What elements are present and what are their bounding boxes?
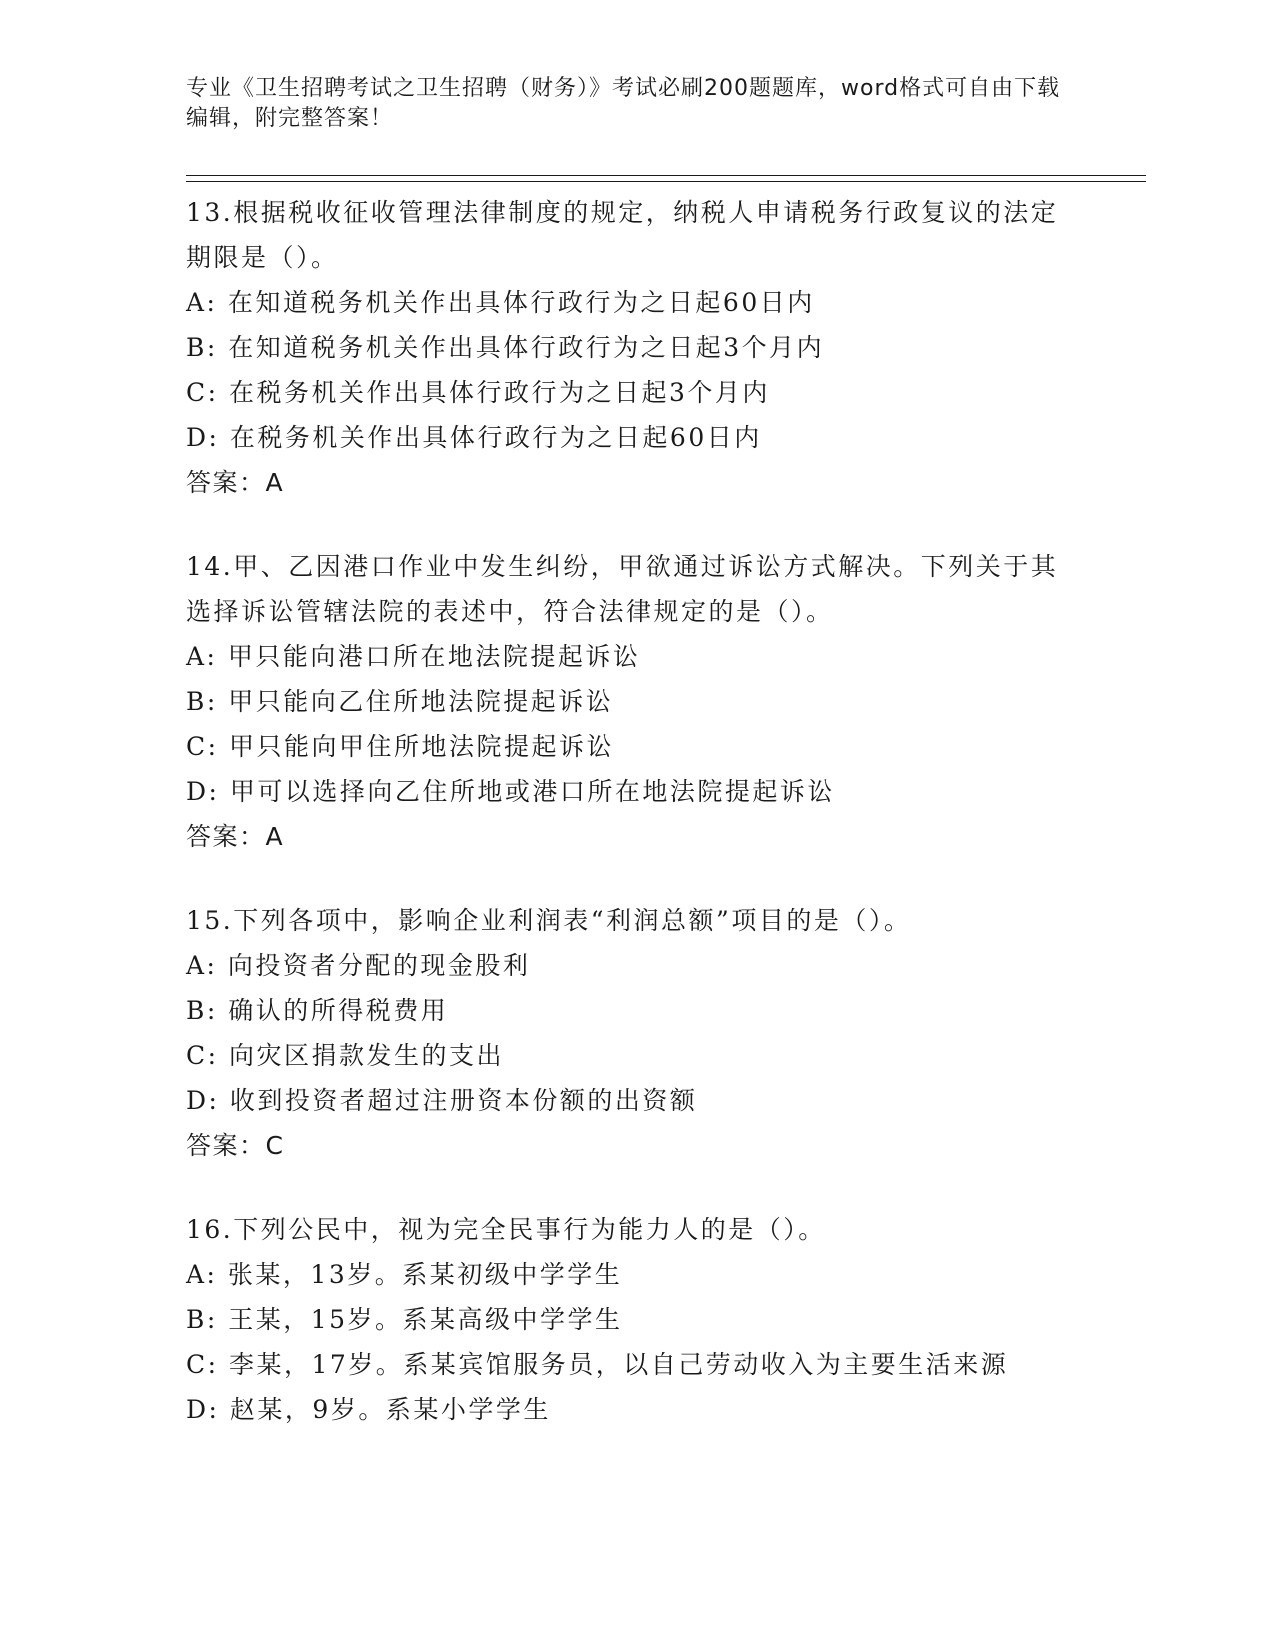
- answer-line: 答案：A: [186, 822, 285, 851]
- question-13: [186, 190, 1086, 505]
- question-stem: 16.下列公民中，视为完全民事行为能力人的是（）。: [186, 1215, 826, 1244]
- option-d: D: 在税务机关作出具体行政行为之日起60日内: [186, 423, 762, 452]
- option-b: B: 王某，15岁。系某高级中学学生: [186, 1305, 623, 1334]
- question-list: [186, 190, 1086, 1471]
- document-header: 专业《卫生招聘考试之卫生招聘（财务）》考试必刷200题题库，word格式可自由下载编辑，附完整答案！: [186, 76, 1061, 131]
- answer-line: 答案：C: [186, 1131, 285, 1160]
- question-stem: 13.根据税收征收管理法律制度的规定，纳税人申请税务行政复议的法定期限是（）。: [186, 198, 1059, 272]
- option-a: A: 甲只能向港口所在地法院提起诉讼: [186, 642, 641, 671]
- option-a: A: 在知道税务机关作出具体行政行为之日起60日内: [186, 288, 815, 317]
- option-b: B: 在知道税务机关作出具体行政行为之日起3个月内: [186, 333, 825, 362]
- option-d: D: 赵某，9岁。系某小学学生: [186, 1395, 551, 1424]
- header-divider-bottom: [186, 181, 1146, 182]
- header-divider-top: [186, 175, 1146, 176]
- option-d: D: 收到投资者超过注册资本份额的出资额: [186, 1086, 698, 1115]
- question-15: [186, 898, 1086, 1168]
- option-b: B: 确认的所得税费用: [186, 996, 449, 1025]
- option-b: B: 甲只能向乙住所地法院提起诉讼: [186, 687, 614, 716]
- question-stem: 14.甲、乙因港口作业中发生纠纷，甲欲通过诉讼方式解决。下列关于其选择诉讼管辖法院的表述中，符合法律规定的是（）。: [186, 552, 1059, 626]
- question-14: [186, 544, 1086, 859]
- option-c: C: 甲只能向甲住所地法院提起诉讼: [186, 732, 614, 761]
- question-stem: 15.下列各项中，影响企业利润表“利润总额”项目的是（）。: [186, 906, 912, 935]
- option-c: C: 在税务机关作出具体行政行为之日起3个月内: [186, 378, 770, 407]
- option-a: A: 向投资者分配的现金股利: [186, 951, 531, 980]
- option-d: D: 甲可以选择向乙住所地或港口所在地法院提起诉讼: [186, 777, 835, 806]
- answer-line: 答案：A: [186, 468, 285, 497]
- option-a: A: 张某，13岁。系某初级中学学生: [186, 1260, 623, 1289]
- option-c: C: 李某，17岁。系某宾馆服务员，以自己劳动收入为主要生活来源: [186, 1350, 1009, 1379]
- option-c: C: 向灾区捐款发生的支出: [186, 1041, 504, 1070]
- question-16: [186, 1207, 1086, 1432]
